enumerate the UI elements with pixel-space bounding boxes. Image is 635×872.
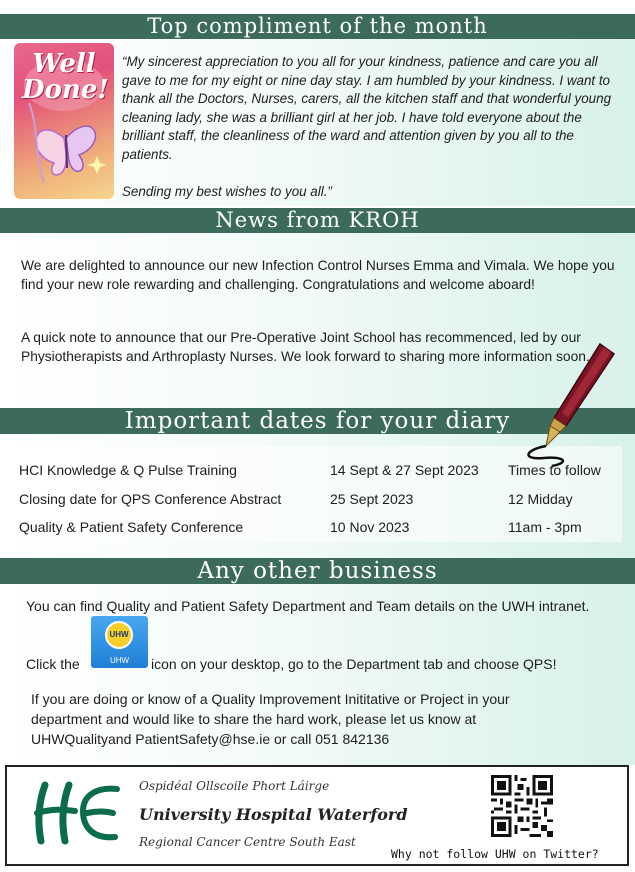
twitter-follow-text: Why not follow UHW on Twitter? bbox=[391, 847, 599, 861]
well-done-text: Well Done! bbox=[22, 49, 109, 105]
uhw-icon-badge: UHW bbox=[105, 621, 133, 649]
event-date: 14 Sept & 27 Sept 2023 bbox=[330, 462, 479, 478]
qr-code-icon[interactable] bbox=[491, 775, 553, 837]
hospital-name: University Hospital Waterford bbox=[139, 805, 408, 824]
uhw-icon-label: UHW bbox=[109, 656, 130, 665]
aob-contact-paragraph: If you are doing or know of a Quality Improvement Inititative or Project in your department and would like to share the hard work, please let us know at UHWQualityand PatientSafety@hse.ie or call 051 842136 bbox=[31, 691, 510, 747]
uhw-desktop-icon[interactable] bbox=[91, 616, 148, 668]
table-row bbox=[10, 491, 622, 519]
event-name: Quality & Patient Safety Conference bbox=[19, 519, 244, 535]
news-paragraph-2: A quick note to announce that our Pre-Operative Joint School has recommenced, led by our Physiotherapists and Arthroplasty Nurses. We look forward to sharing more information soon. bbox=[21, 330, 590, 364]
aob-click-suffix: icon on your desktop, go to the Department tab and choose QPS! bbox=[151, 656, 557, 672]
compliment-title: Top compliment of the month bbox=[147, 14, 488, 38]
fountain-pen-icon bbox=[522, 338, 622, 468]
hospital-subtitle: Regional Cancer Centre South East bbox=[139, 835, 356, 849]
compliment-header bbox=[0, 14, 635, 39]
dates-title: Important dates for your diary bbox=[124, 408, 511, 434]
compliment-section bbox=[0, 39, 635, 206]
well-done-card-image bbox=[14, 43, 114, 199]
footer bbox=[5, 765, 629, 866]
news-title: News from KROH bbox=[215, 208, 420, 232]
event-time: 11am - 3pm bbox=[508, 519, 582, 535]
hospital-irish-name: Ospidéal Ollscoile Phort Láirge bbox=[139, 779, 330, 793]
event-date: 10 Nov 2023 bbox=[330, 519, 410, 535]
news-header bbox=[0, 208, 635, 233]
event-name: Closing date for QPS Conference Abstract bbox=[19, 491, 282, 507]
quote-text: “My sincerest appreciation to you all for your kindness, patience and care you all gave to me for my eight or nine day stay. I am humbled by your kindness. I want to thank all the Doctors, Nurses, carers, all the kitchen staff and that wonderful young cleaning lady, she was a brilliant girl at her job. I have told everyone about the brilliant staff, the cleanliness of the ward and attention given by you all to the patients. bbox=[122, 54, 612, 162]
quote-signoff: Sending my best wishes to you all.” bbox=[122, 183, 332, 199]
event-date: 25 Sept 2023 bbox=[330, 491, 414, 507]
hse-logo bbox=[31, 781, 121, 845]
event-name: HCI Knowledge & Q Pulse Training bbox=[19, 462, 237, 478]
event-time: 12 Midday bbox=[508, 491, 573, 507]
aob-header bbox=[0, 558, 635, 584]
table-row bbox=[10, 519, 622, 547]
aob-intranet-text: You can find Quality and Patient Safety Department and Team details on the UWH intranet. bbox=[26, 598, 590, 614]
compliment-quote bbox=[122, 53, 618, 201]
aob-title: Any other business bbox=[197, 558, 438, 584]
news-paragraph-1: We are delighted to announce our new Infection Control Nurses Emma and Vimala. We hope you find your new role rewarding and challenging. Congratulations and welcome aboard! bbox=[21, 258, 615, 292]
aob-click-prefix: Click the bbox=[26, 656, 80, 672]
event-time: Times to follow bbox=[508, 462, 601, 478]
aob-section bbox=[0, 584, 635, 765]
